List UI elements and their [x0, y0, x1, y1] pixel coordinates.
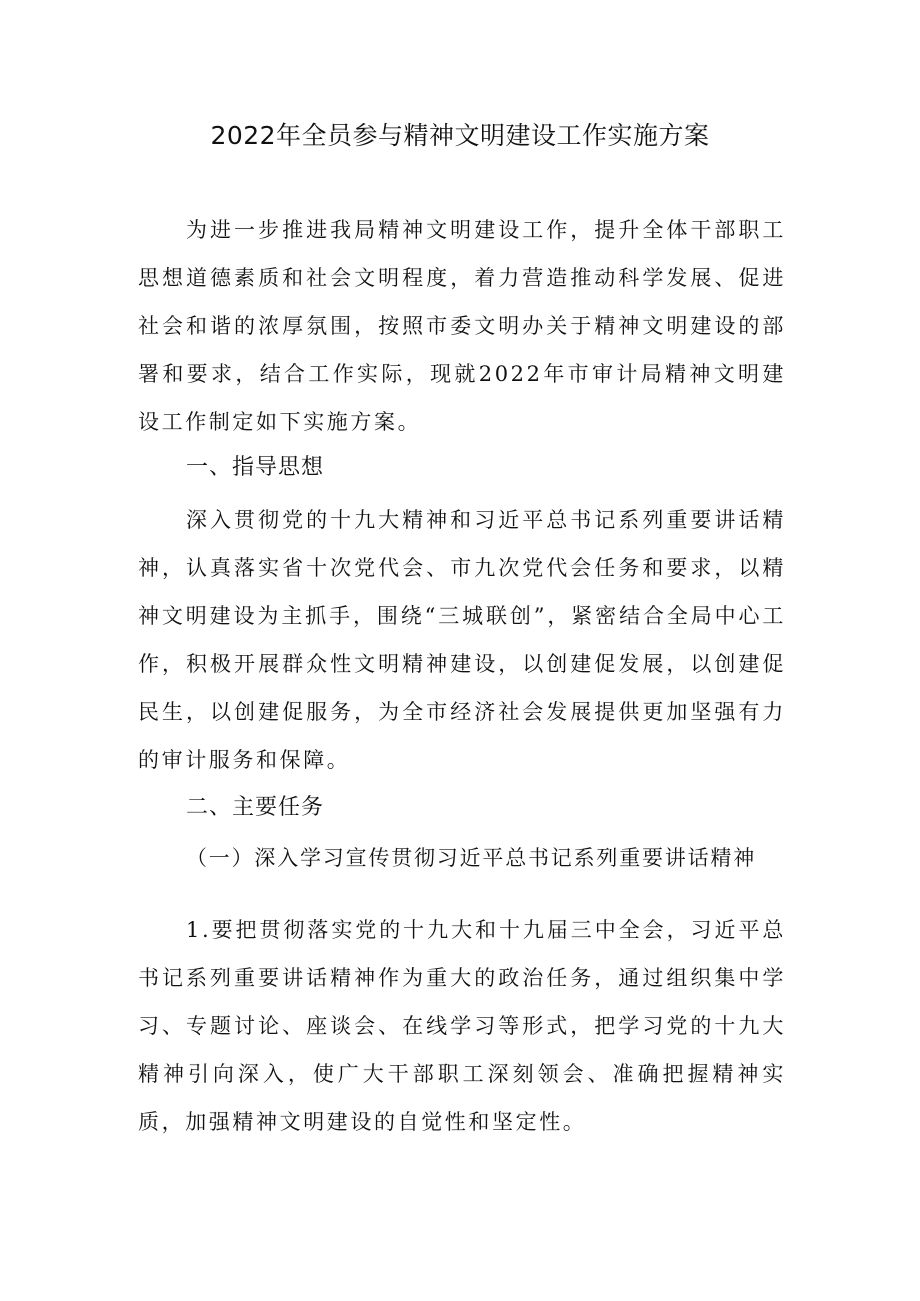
subsection-heading-study-speeches: （一）深入学习宣传贯彻习近平总书记系列重要讲话精神 — [186, 846, 756, 870]
subsection-body-item-1: 1.要把贯彻落实党的十九大和十九届三中全会，习近平总书记系列重要讲话精神作为重大的政治任务，通过组织集中学习、专题讨论、座谈会、在线学习等形式，把学习党的十九大精神引向深入，使广大干部职工深刻领会、准确把握精神实质，加强精神文明建设的自觉性和坚定性。 — [138, 918, 786, 1134]
intro-paragraph: 为进一步推进我局精神文明建设工作，提升全体干部职工思想道德素质和社会文明程度，着力营造推动科学发展、促进社会和谐的浓厚氛围，按照市委文明办关于精神文明建设的部署和要求，结合工作实际，现就2022年市审计局精神文明建设工作制定如下实施方案。 — [138, 218, 786, 434]
section-heading-main-tasks: 二、主要任务 — [186, 795, 325, 820]
section-body-guiding-ideology: 深入贯彻党的十九大精神和习近平总书记系列重要讲话精神，认真落实省十次党代会、市九次党代会任务和要求，以精神文明建设为主抓手，围绕“三城联创”，紧密结合全局中心工作，积极开展群众性文明精神建设，以创建促发展，以创建促民生，以创建促服务，为全市经济社会发展提供更加坚强有力的审计服务和保障。 — [138, 508, 786, 772]
document-title: 2022年全员参与精神文明建设工作实施方案 — [210, 121, 710, 150]
section-heading-guiding-ideology: 一、指导思想 — [186, 455, 325, 480]
